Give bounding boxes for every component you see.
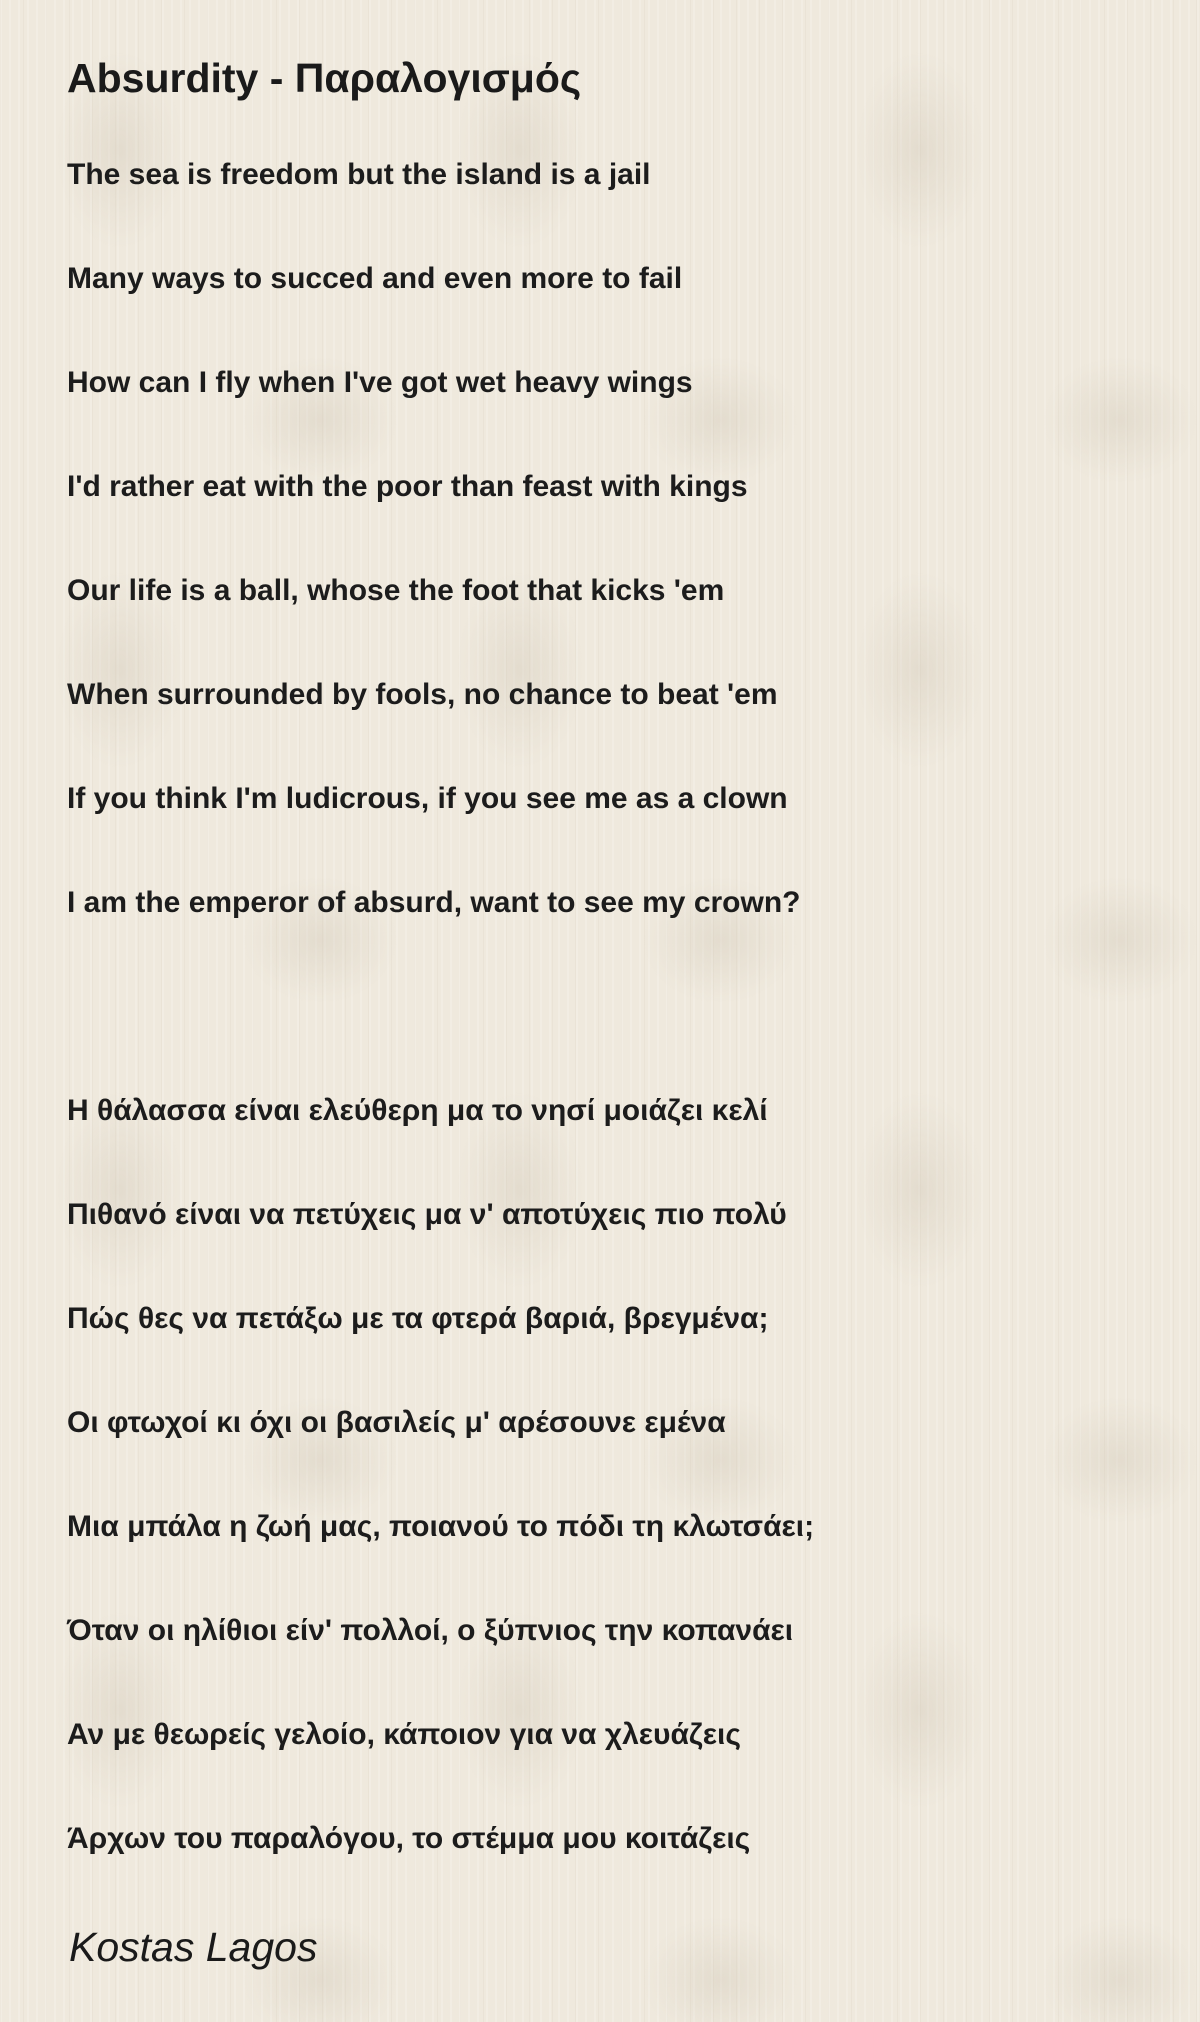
poem-line: Μια μπάλα η ζωή μας, ποιανού το πόδι τη κλωτσάει; (67, 1510, 815, 1543)
poem-line: Αν με θεωρείς γελοίο, κάποιον για να χλευάζεις (67, 1718, 741, 1751)
poem-line: Our life is a ball, whose the foot that kicks 'em (67, 574, 725, 607)
poem-line: Άρχων του παραλόγου, το στέμμα μου κοιτάζεις (67, 1822, 751, 1855)
poem-line: How can I fly when I've got wet heavy wings (67, 366, 693, 399)
poem-line: When surrounded by fools, no chance to beat 'em (67, 678, 778, 711)
poem-line: Οι φτωχοί κι όχι οι βασιλείς μ' αρέσουνε εμένα (67, 1406, 726, 1439)
poem-line: If you think I'm ludicrous, if you see me as a clown (67, 782, 788, 815)
poem-line: The sea is freedom but the island is a jail (67, 158, 651, 191)
poem-line: Πώς θες να πετάξω με τα φτερά βαριά, βρεγμένα; (67, 1302, 769, 1335)
poem-line: Many ways to succed and even more to fail (67, 262, 683, 295)
poem-line: I am the emperor of absurd, want to see my crown? (67, 886, 801, 919)
poem-line: Πιθανό είναι να πετύχεις μα ν' αποτύχεις πιο πολύ (67, 1198, 787, 1231)
poem-title: Absurdity - Παραλογισμός (67, 55, 582, 101)
poem-line: I'd rather eat with the poor than feast with kings (67, 470, 748, 503)
poem-author: Kostas Lagos (69, 1924, 318, 1970)
poem-line: Όταν οι ηλίθιοι είν' πολλοί, ο ξύπνιος την κοπανάει (67, 1614, 794, 1647)
poem-line: Η θάλασσα είναι ελεύθερη μα το νησί μοιάζει κελί (67, 1094, 768, 1127)
